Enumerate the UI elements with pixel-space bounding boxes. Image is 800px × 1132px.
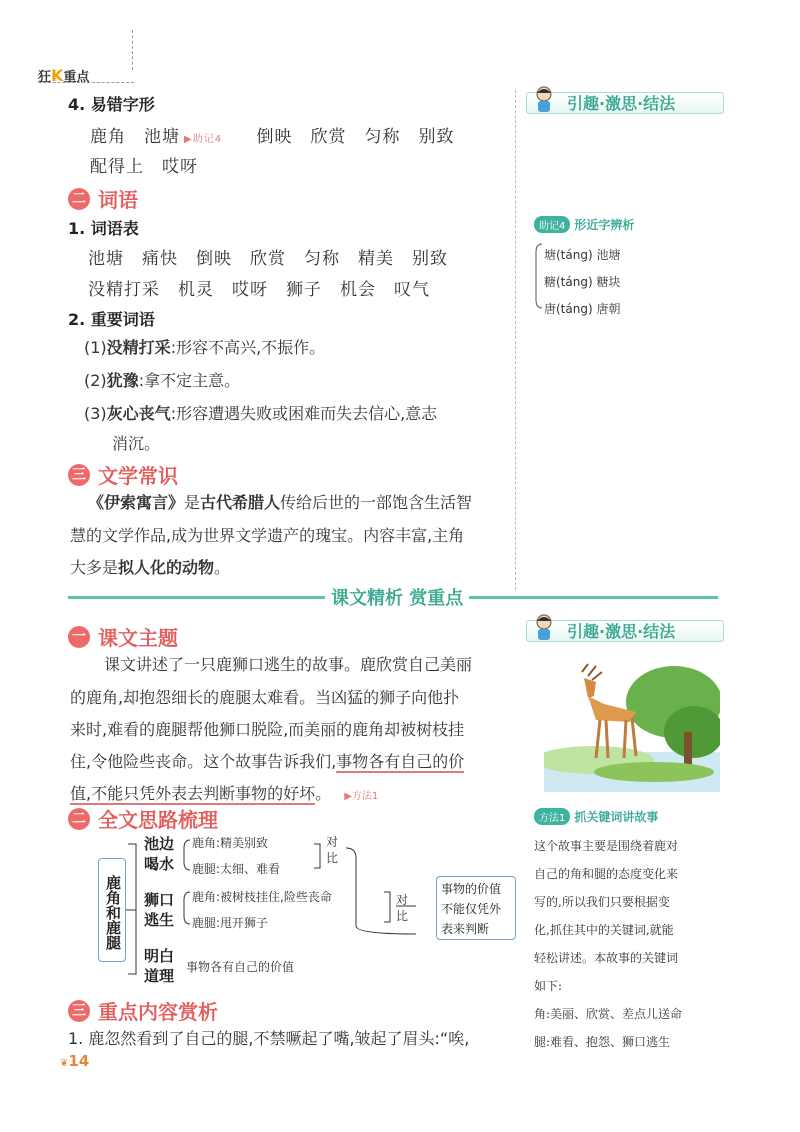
subsection-title: 1. 词语表 xyxy=(68,219,139,238)
student-avatar-icon xyxy=(533,85,555,113)
memo-item: 唐(táng) 唐朝 xyxy=(544,302,621,316)
definition-item: (2)犹豫:拿不定主意。 xyxy=(84,371,241,390)
theme-text: 来时,难看的鹿腿帮他狮口脱险,而美丽的鹿角却被树枝挂 xyxy=(70,720,465,739)
outline-branch-title: 池边喝水 xyxy=(144,835,175,873)
section-title: 4. 易错字形 xyxy=(68,95,155,114)
outline-branch-title: 明白道理 xyxy=(144,947,175,985)
vocab-row: 没精打采 机灵 哎呀 狮子 机会 叹气 xyxy=(88,280,430,300)
literature-text: 《伊索寓言》是古代希腊人传给后世的一部饱含生活智 xyxy=(88,493,473,512)
theme-text: 值,不能只凭外表去判断事物的好坏。 ▶方法1 xyxy=(70,784,379,803)
outline-conclusion: 事物的价值不能仅凭外表来判断 xyxy=(436,876,516,940)
outline-compare: 对比 xyxy=(396,893,409,923)
page-number: ❦14 xyxy=(60,1052,90,1070)
deer-illustration xyxy=(544,662,720,792)
section-heading: 二 全文思路梳理 xyxy=(68,804,218,833)
definition-item: (1)没精打采:形容不高兴,不振作。 xyxy=(84,338,326,357)
memo-bracket xyxy=(534,240,544,312)
section-heading: 三 文学常识 xyxy=(68,460,178,489)
outline-item: 鹿腿:甩开狮子 xyxy=(192,916,269,930)
outline-root: 鹿角和鹿腿 xyxy=(98,858,126,962)
brand-logo: 狂K重点 xyxy=(38,66,90,85)
outline-item: 鹿角:精美别致 xyxy=(192,836,269,850)
definition-continuation: 消沉。 xyxy=(112,434,161,453)
definition-item: (3)灰心丧气:形容遭遇失败或困难而失去信心,意志 xyxy=(84,404,438,423)
theme-text: 住,令他险些丧命。这个故事告诉我们,事物各有自己的价 xyxy=(70,752,465,771)
theme-text: 的鹿角,却抱怨细长的鹿腿太难看。当凶猛的狮子向他扑 xyxy=(70,688,460,707)
memo-item: 塘(táng) 池塘 xyxy=(544,248,621,262)
sidebar-header: 引趣·激思·结法 xyxy=(526,92,724,114)
outline-item: 鹿腿:太细、难看 xyxy=(192,862,281,876)
subsection-title: 2. 重要词语 xyxy=(68,310,155,329)
student-avatar-icon xyxy=(533,613,555,641)
theme-text: 课文讲述了一只鹿狮口逃生的故事。鹿欣赏自己美丽 xyxy=(104,655,473,674)
outline-item: 事物各有自己的价值 xyxy=(186,960,295,974)
memo-heading: 助记4 形近字辨析 xyxy=(534,216,634,233)
method-heading: 方法1 抓关键词讲故事 xyxy=(534,808,658,825)
header-divider xyxy=(132,30,133,70)
word-row: 鹿角 池塘 ▶助记4 倒映 欣赏 匀称 别致 xyxy=(90,127,455,147)
word-row: 配得上 哎呀 xyxy=(90,157,198,177)
section-heading: 一 课文主题 xyxy=(68,622,178,651)
section-heading: 三 重点内容赏析 xyxy=(68,996,218,1025)
literature-text: 大多是拟人化的动物。 xyxy=(70,558,231,577)
vocab-row: 池塘 痛快 倒映 欣赏 匀称 精美 别致 xyxy=(88,249,448,269)
section-banner: 课文精析 赏重点 xyxy=(325,584,469,610)
sidebar-header: 引趣·激思·结法 xyxy=(526,620,724,642)
memo-item: 糖(táng) 糖块 xyxy=(544,275,621,289)
leaf-icon: ❦ xyxy=(60,1058,69,1069)
outline-compare: 对比 xyxy=(326,835,339,865)
section-heading: 二 词语 xyxy=(68,184,138,213)
literature-text: 慧的文学作品,成为世界文学遗产的瑰宝。内容丰富,主角 xyxy=(70,526,465,545)
outline-branch-title: 狮口逃生 xyxy=(144,891,175,929)
method-text: 这个故事主要是围绕着鹿对 自己的角和腿的态度变化来 写的,所以我们只要根据变 化,抓住其中的关键词,就能 轻松讲述。本故事的关键词 如下: 角:美丽、欣赏、差点儿送命 腿:难看、抱怨、狮口逃生 xyxy=(534,839,683,1049)
sidebar-divider xyxy=(515,90,516,590)
outline-item: 鹿角:被树枝挂住,险些丧命 xyxy=(192,890,332,904)
content-text: 1. 鹿忽然看到了自己的腿,不禁噘起了嘴,皱起了眉头:“唉, xyxy=(68,1029,470,1048)
